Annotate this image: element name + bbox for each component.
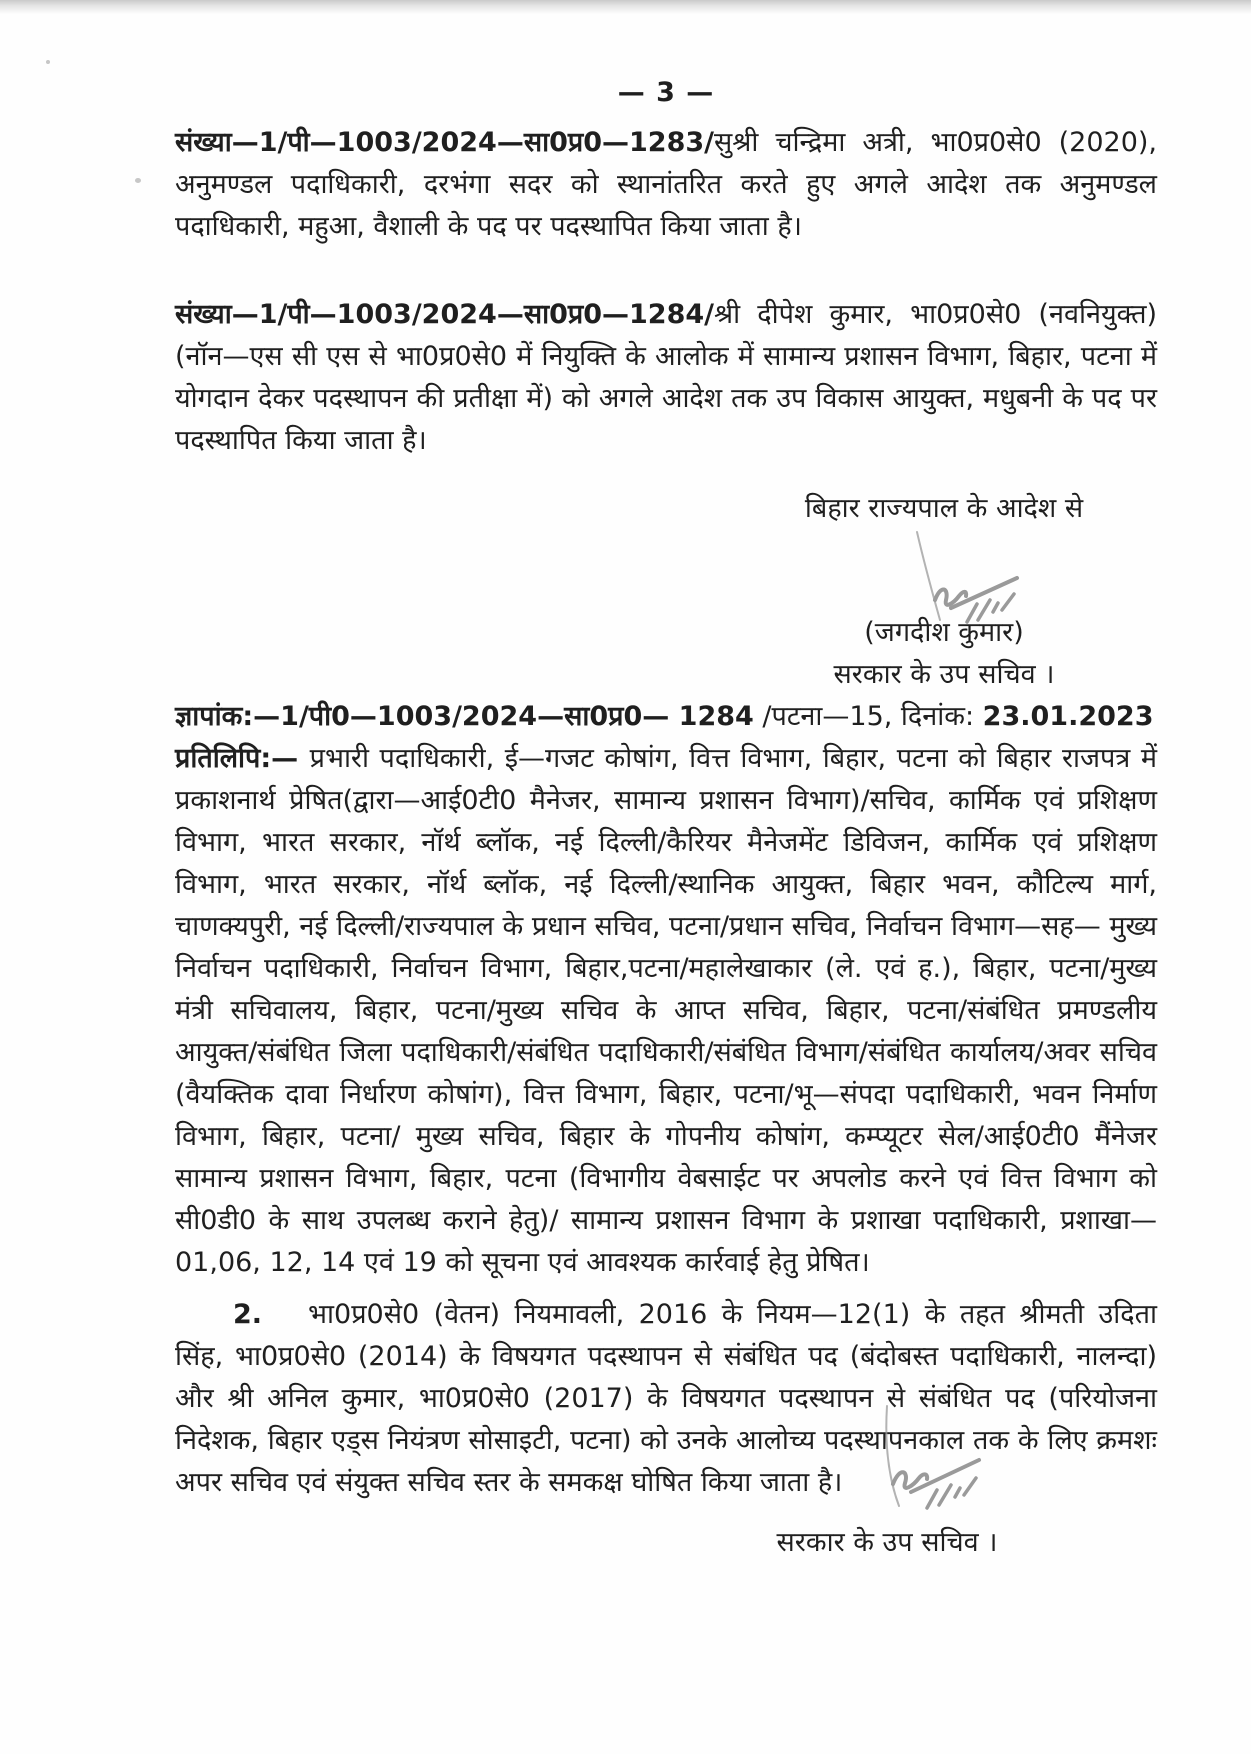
memo-place: /पटना—15, दिनांक: [753,701,983,732]
copy-to-label: प्रतिलिपि:— [175,743,310,774]
scan-speck [135,178,141,183]
paragraph-number: 2. [233,1299,263,1330]
signatory-designation: सरकार के उप सचिव । [833,659,1055,690]
copy-to-body: प्रभारी पदाधिकारी, ई—गजट कोषांग, वित्त विभाग, बिहार, पटना को बिहार राजपत्र में प्रकाशनार्थ प्रेषित(द्वारा—आई0टी0 मैनेजर, सामान्य प्रशासन विभाग)/सचिव, कार्मिक एवं प्रशिक्षण विभाग, भारत सरकार, नॉर्थ ब्लॉक, नई दिल्ली/कैरियर मैनेजमेंट डिविजन, कार्मिक एवं प्रशिक्षण विभाग, भारत सरकार, नॉर्थ ब्लॉक, नई दिल्ली/स्थानिक आयुक्त, बिहार भवन, कौटिल्य मार्ग, चाणक्यपुरी, नई दिल्ली/राज्यपाल के प्रधान सचिव, पटना/प्रधान सचिव, निर्वाचन विभाग—सह— मुख्य निर्वाचन पदाधिकारी, निर्वाचन विभाग, बिहार,पटना/महालेखाकार (ले. एवं ह.), बिहार, पटना/मुख्य मंत्री सचिवालय, बिहार, पटना/मुख्य सचिव के आप्त सचिव, बिहार, पटना/संबंधित प्रमण्डलीय आयुक्त/संबंधित जिला पदाधिकारी/संबंधित पदाधिकारी/संबंधित विभाग/संबंधित कार्यालय/अवर सचिव (वैयक्तिक दावा निर्धारण कोषांग), वित्त विभाग, बिहार, पटना/भू—संपदा पदाधिकारी, भवन निर्माण विभाग, बिहार, पटना/ मुख्य सचिव, बिहार के गोपनीय कोषांग, कम्प्यूटर सेल/आई0टी0 मैंनेजर सामान्य प्रशासन विभाग, बिहार, पटना (विभागीय वेबसाईट पर अपलोड करने एवं वित्त विभाग को सी0डी0 के साथ उपलब्ध कराने हेतु)/ सामान्य प्रशासन विभाग के प्रशाखा पदाधिकारी, प्रशाखा—01,06, 12, 14 एवं 19 को सूचना एवं आवश्यक कार्रवाई हेतु प्रेषित। [175,743,1157,1278]
order-ref-1283: संख्या—1/पी—1003/2024—सा0प्र0—1283/ [175,127,715,158]
order-body-1283: सुश्री चन्द्रिमा अत्री, भा0प्र0से0 (2020), अनुमण्डल पदाधिकारी, दरभंगा सदर को स्थानांतरित करते हुए अगले आदेश तक अनुमण्डल पदाधिकारी, महुआ, वैशाली के पद पर पदस्थापित किया जाता है। [175,127,1157,242]
order-ref-1284: संख्या—1/पी—1003/2024—सा0प्र0—1284/ [175,299,715,330]
footer-designation: सरकार के उप सचिव । [776,1527,998,1558]
memo-number: ज्ञापांक:—1/पी0—1003/2024—सा0प्र0— 1284 [175,701,754,732]
document-body [175,72,1157,1564]
order-paragraph-1283 [175,122,1157,248]
signatory-name: (जगदीश कुमार) [864,617,1024,648]
memo-number-line [175,696,1157,738]
order-paragraph-1284 [175,294,1157,462]
paragraph-2-body: भा0प्र0से0 (वेतन) नियमावली, 2016 के नियम—12(1) के तहत श्रीमती उदिता सिंह, भा0प्र0से0 (2014) के विषयगत पदस्थापन से संबंधित पद (बंदोबस्त पदाधिकारी, नालन्दा) और श्री अनिल कुमार, भा0प्र0से0 (2017) के विषयगत पदस्थापन से संबंधित पद (परियोजना निदेशक, बिहार एड्स नियंत्रण सोसाइटी, पटना) को उनके आलोच्य पदस्थापनकाल तक के लिए क्रमशः अपर सचिव एवं संयुक्त सचिव स्तर के समकक्ष घोषित किया जाता है। [175,1299,1157,1498]
order-body-1284: श्री दीपेश कुमार, भा0प्र0से0 (नवनियुक्त) (नॉन—एस सी एस से भा0प्र0से0 में नियुक्ति के आलोक में सामान्य प्रशासन विभाग, बिहार, पटना में योगदान देकर पदस्थापन की प्रतीक्षा में) को अगले आदेश तक उप विकास आयुक्त, मधुबनी के पद पर पदस्थापित किया जाता है। [175,299,1157,456]
scan-speck [46,60,50,64]
signature-block [779,488,1109,696]
copy-to-paragraph [175,738,1157,1284]
scan-edge-artifact [0,0,1251,14]
page-number: — 3 — [617,77,715,108]
footer-signature-block [737,1522,1037,1564]
by-order-line: बिहार राज्यपाल के आदेश से [804,493,1084,524]
memo-date: 23.01.2023 [982,701,1154,732]
signature-ink-icon [827,1404,1027,1514]
